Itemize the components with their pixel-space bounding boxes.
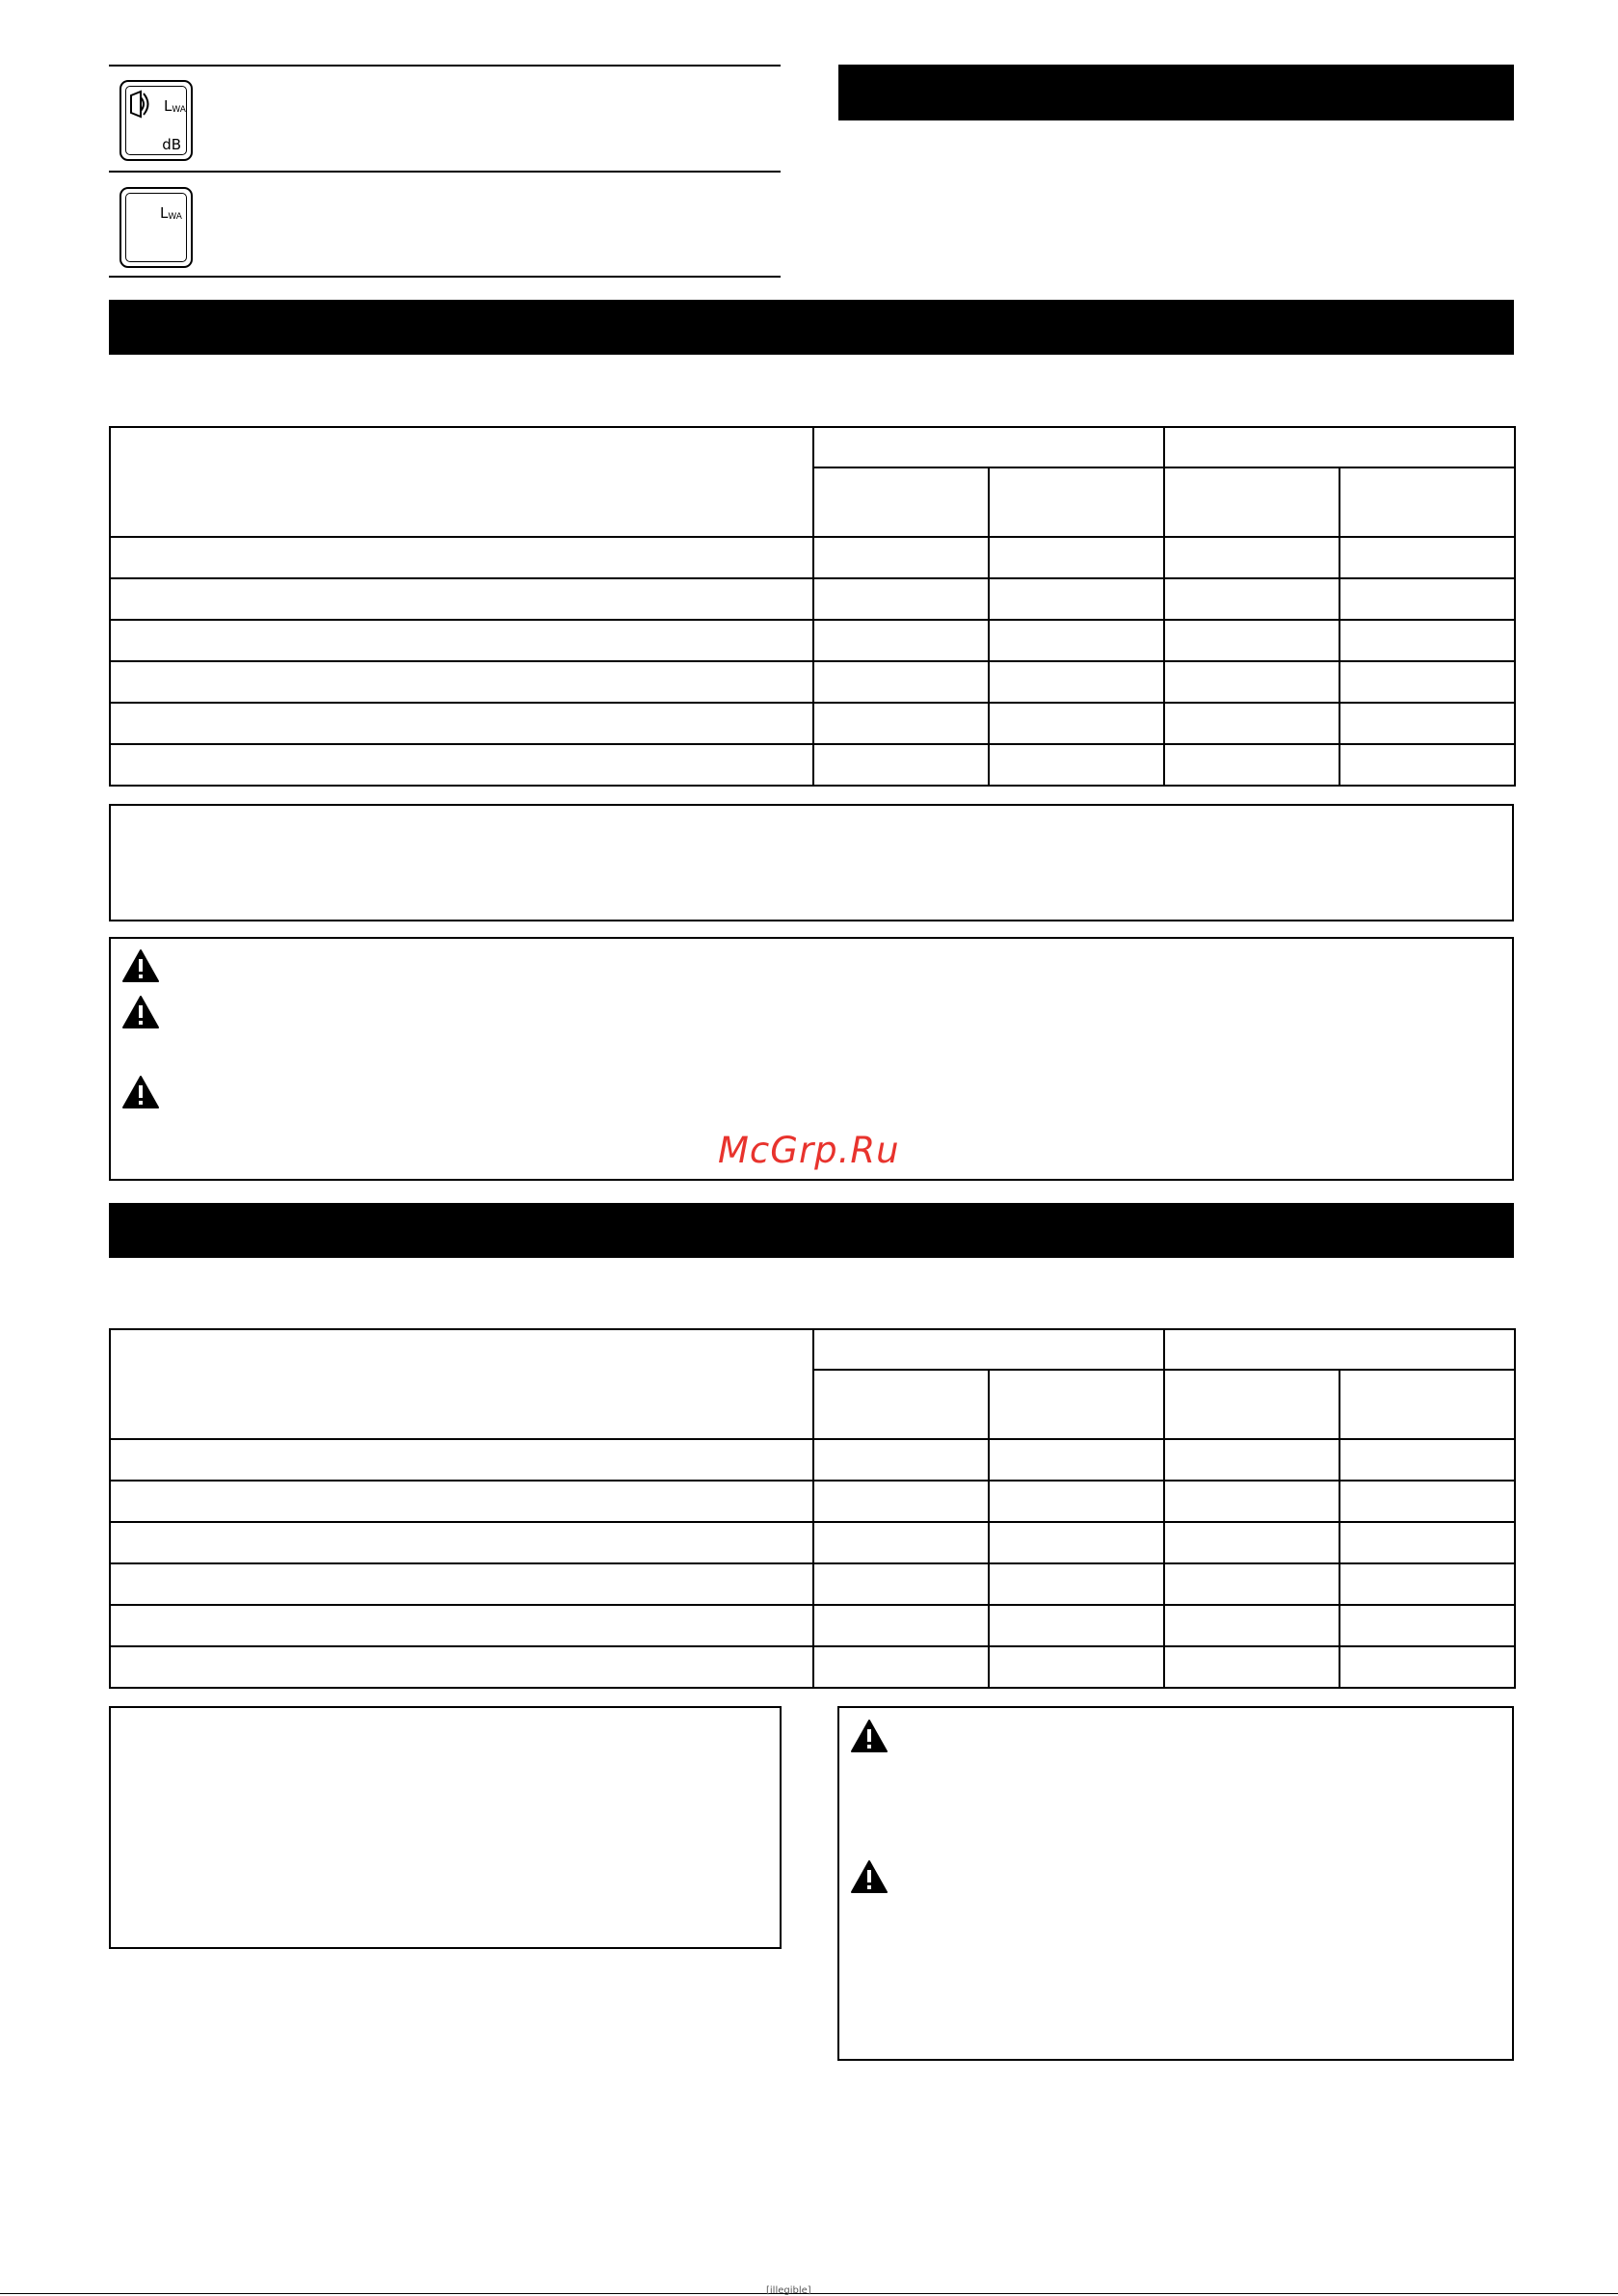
- table-header-cell: [1164, 467, 1339, 537]
- table-row: [110, 1605, 1515, 1646]
- section-header-bar-right: [838, 65, 1514, 120]
- warning-triangle-icon: [850, 1719, 889, 1753]
- sound-power-label: $L_{WA}$: [160, 204, 182, 222]
- watermark: McGrp.Ru: [718, 1130, 900, 1171]
- note-box-2: [109, 1706, 782, 1949]
- sound-power-label: $L_{WA}$: [164, 97, 186, 115]
- table-row: [110, 1481, 1515, 1522]
- note-box-1: [109, 804, 1514, 921]
- table-row: [110, 537, 1515, 578]
- sound-power-symbol: [119, 80, 193, 161]
- section-header-bar-2: [109, 1203, 1514, 1258]
- table-header-cell: [1339, 467, 1515, 537]
- table-row: [110, 1563, 1515, 1605]
- table-row: [110, 703, 1515, 744]
- legend-middle-rule: [109, 171, 781, 173]
- table-header-cell: [110, 427, 813, 537]
- table-header-cell: [1164, 1370, 1339, 1439]
- ear-protection-icon: [127, 90, 154, 119]
- spec-table-2: [109, 1328, 1516, 1689]
- table-header-cell: [813, 1370, 989, 1439]
- decibel-unit: dB: [162, 136, 181, 153]
- table-row: [110, 1439, 1515, 1481]
- warning-triangle-icon: [121, 1075, 160, 1109]
- sound-power-symbol-blank: [119, 187, 193, 268]
- table-header-cell: [110, 1329, 813, 1439]
- table-header-cell: [813, 1329, 1164, 1370]
- warning-box-2: [837, 1706, 1514, 2061]
- table-row: [110, 744, 1515, 786]
- footer-text: [illegible]: [766, 2285, 811, 2296]
- table-header-cell: [813, 427, 1164, 467]
- spec-table-1: [109, 426, 1516, 787]
- table-header-cell: [1164, 427, 1515, 467]
- section-header-bar-1: [109, 300, 1514, 355]
- table-header-cell: [1339, 1370, 1515, 1439]
- table-row: [110, 578, 1515, 620]
- table-header-cell: [1164, 1329, 1515, 1370]
- legend-bottom-rule: [109, 276, 781, 278]
- table-row: [110, 1646, 1515, 1688]
- warning-triangle-icon: [121, 948, 160, 983]
- table-header-cell: [989, 467, 1164, 537]
- legend-top-rule: [109, 65, 781, 67]
- table-header-cell: [989, 1370, 1164, 1439]
- table-header-cell: [813, 467, 989, 537]
- table-row: [110, 661, 1515, 703]
- table-row: [110, 620, 1515, 661]
- warning-triangle-icon: [850, 1859, 889, 1894]
- warning-triangle-icon: [121, 995, 160, 1029]
- table-row: [110, 1522, 1515, 1563]
